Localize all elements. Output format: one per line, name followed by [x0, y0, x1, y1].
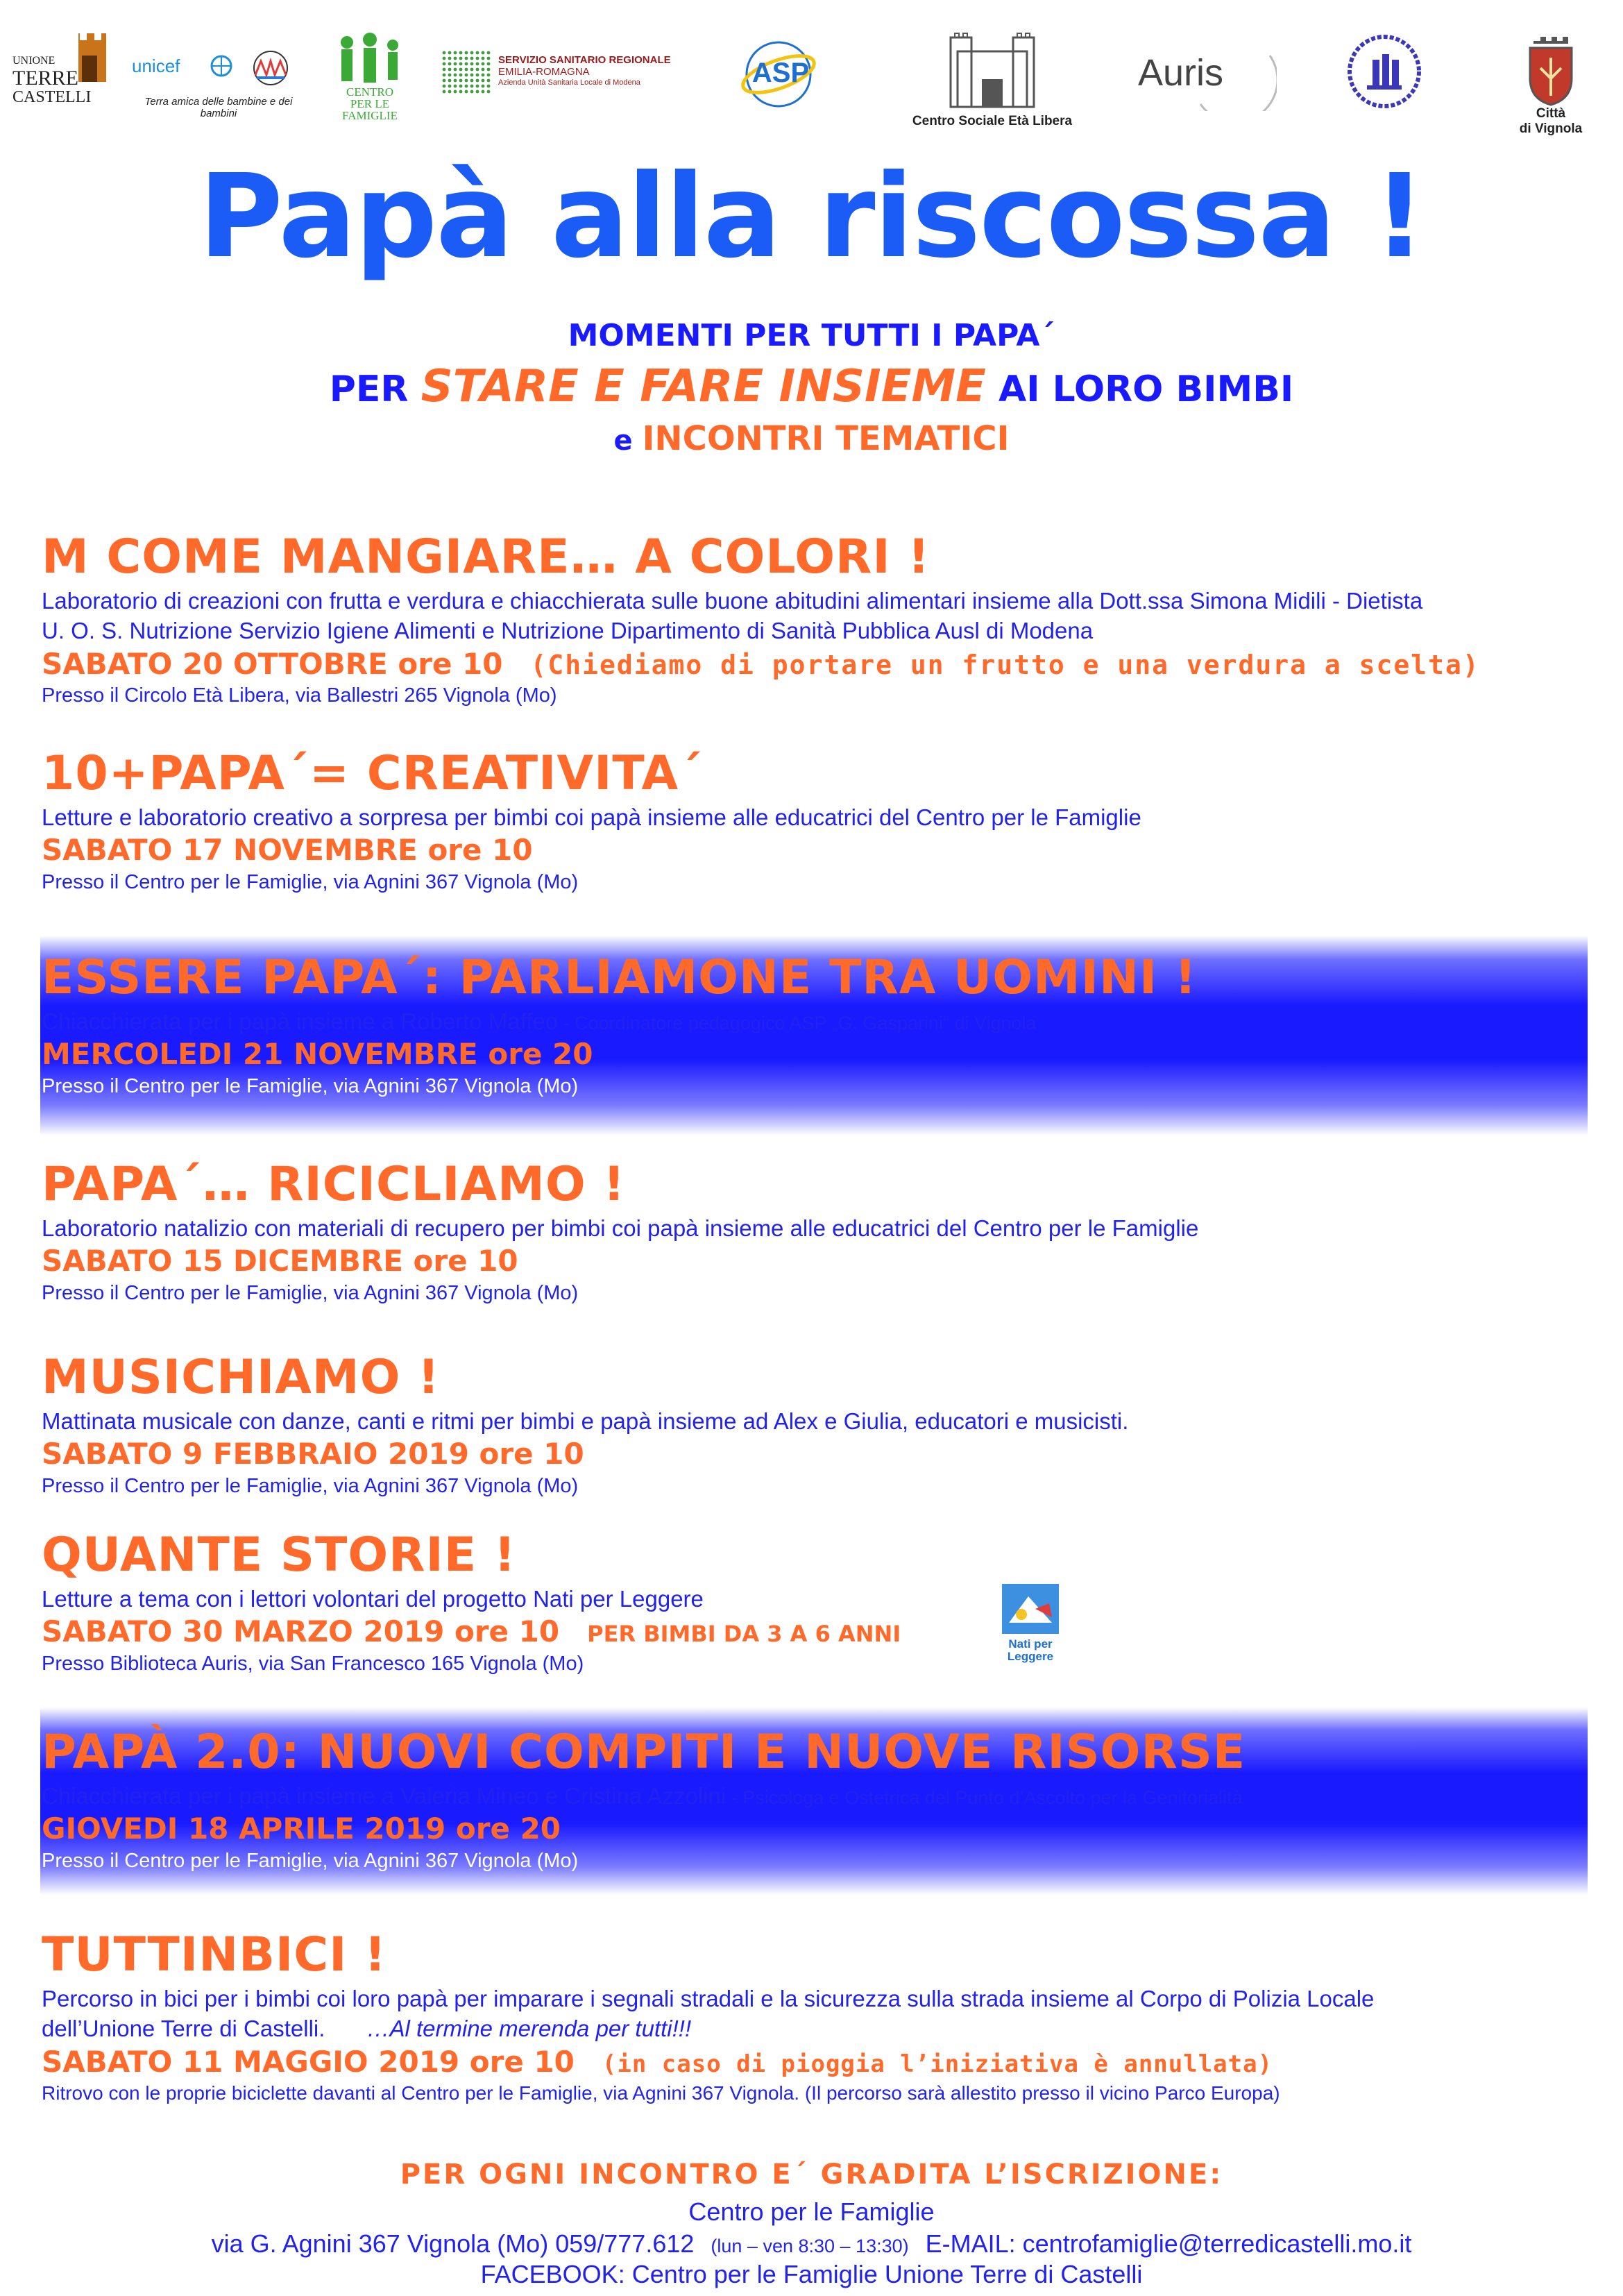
unione-line3: CASTELLI [12, 88, 92, 107]
registration-note: PER OGNI INCONTRO E´ GRADITA L’ISCRIZIONE: [400, 2159, 1223, 2191]
subtitle-incontri: INCONTRI TEMATICI [642, 419, 1010, 458]
castle-icon [944, 31, 1041, 114]
page-title: Papà alla riscossa ! [198, 150, 1425, 284]
event-title: MUSICHIAMO ! [42, 1350, 441, 1405]
event-description: Laboratorio natalizio con materiali di recupero per bimbi coi papà insieme alle educatrici del Centro per le Famiglie [42, 1215, 1199, 1241]
footer-contacts [0, 2229, 1623, 2259]
footer-facebook[interactable]: FACEBOOK: Centro per le Famiglie Unione Terre di Castelli [480, 2260, 1143, 2288]
logo-unicef [132, 42, 305, 118]
event-place: Presso il Centro per le Famiglie, via Agnini 367 Vignola (Mo) [42, 1281, 579, 1304]
unicef-text: unicef [132, 56, 180, 76]
event-essere-papa [42, 949, 1582, 1100]
event-note: (in caso di pioggia l’iniziativa è annullata) [602, 2050, 1273, 2078]
event-description-main: Chiacchierata per i papà insieme a Valeria Mineo e Cristina Azzolini [42, 1782, 726, 1809]
event-place: Ritrovo con le proprie biciclette davanti al Centro per le Famiglie, via Agnini 367 Vignola. (Il percorso sarà allestito presso il vicino Parco Europa) [42, 2082, 1280, 2104]
logo-asp [729, 31, 833, 121]
citta-line2: di Vignola [1519, 121, 1583, 136]
centro-famiglie-line2: PER LE [350, 97, 390, 110]
subtitle-text-1: MOMENTI PER TUTTI I PAPA´ [568, 318, 1055, 353]
footer-hours: (lun – ven 8:30 – 13:30) [711, 2236, 909, 2256]
event-date [42, 1614, 1582, 1651]
event-date-text: SABATO 20 OTTOBRE ore 10 [42, 646, 503, 681]
logo-citta-vignola [1506, 21, 1596, 146]
event-note: PER BIMBI DA 3 A 6 ANNI [587, 1621, 901, 1648]
unicef-caption: Terra amica delle bambine e dei bambini [144, 96, 293, 119]
subtitle-bimbi: AI LORO BIMBI [985, 369, 1294, 410]
event-description: Letture e laboratorio creativo a sorpresa per bimbi coi papà insieme alle educatrici del Centro per le Famiglie [42, 804, 1141, 830]
event-title: PAPA´… RICICLIAMO ! [42, 1157, 626, 1212]
event-place: Presso il Centro per le Famiglie, via Agnini 367 Vignola (Mo) [42, 1474, 579, 1497]
event-description-2 [42, 2014, 1582, 2044]
ssr-line1: SERVIZIO SANITARIO REGIONALE [498, 54, 671, 66]
event-place: Presso il Centro per le Famiglie, via Agnini 367 Vignola (Mo) [42, 870, 579, 893]
book-hands-icon [1001, 1582, 1060, 1635]
event-description: Laboratorio di creazioni con frutta e verdura e chiacchierata sulle buone abitudini alimentari insieme alla Dott.ssa Simona Midili - Dietista [42, 587, 1423, 614]
event-title: 10+PAPA´= CREATIVITA´ [42, 746, 704, 801]
dot-grid-icon [441, 50, 491, 94]
family-figures-icon [332, 31, 408, 86]
ssr-line2: EMILIA-ROMAGNA [498, 66, 590, 78]
event-mangiare [42, 529, 1582, 709]
citta-line1: Città [1536, 106, 1566, 121]
logo-auris [1138, 42, 1277, 111]
footer-email[interactable]: E-MAIL: centrofamiglie@terredicastelli.mo.it [925, 2229, 1412, 2258]
logo-circle-emblem [1346, 33, 1422, 110]
event-description-italic: …Al termine merenda per tutti!!! [366, 2016, 692, 2042]
subtitle-line-1 [0, 318, 1623, 353]
event-creativita [42, 745, 1582, 896]
badge-line1: Nati per [1008, 1637, 1053, 1651]
ssr-line3: Azienda Unità Sanitaria Locale di Modena [498, 78, 640, 87]
event-title: M COME MANGIARE… A COLORI ! [42, 530, 931, 584]
logo-unione-terre-castelli [12, 28, 117, 111]
event-date: SABATO 17 NOVEMBRE ore 10 [42, 833, 533, 868]
event-musichiamo [42, 1349, 1582, 1500]
globe-icon [210, 54, 233, 78]
event-description: Letture a tema con i lettori volontari del progetto Nati per Leggere [42, 1585, 704, 1612]
event-description [42, 1781, 1582, 1812]
logo-centro-famiglie [332, 31, 408, 121]
event-tuttinbici [42, 1927, 1582, 2107]
event-date [42, 646, 1582, 683]
event-description-plain: dell’Unione Terre di Castelli. [42, 2016, 325, 2042]
event-place: Presso il Centro per le Famiglie, via Agnini 367 Vignola (Mo) [42, 1849, 579, 1872]
subtitle-line-3 [0, 419, 1623, 458]
subtitle-line-2 [0, 361, 1623, 412]
event-description-small: - Psicologa e Ostetrica del Punto d’Ascolto per la Genitorialità [726, 1787, 1243, 1808]
logo-centro-sociale [888, 21, 1096, 139]
footer-center-name: Centro per le Famiglie [688, 2197, 935, 2226]
event-papa-2-0 [42, 1724, 1582, 1875]
event-date [42, 2044, 1582, 2081]
badge-line2: Leggere [1007, 1649, 1054, 1663]
event-date: SABATO 15 DICEMBRE ore 10 [42, 1244, 518, 1278]
event-description-main: Chiacchierata per i papà insieme a Roberto Maffeo [42, 1008, 559, 1034]
logo-servizio-sanitario-regionale [441, 50, 691, 99]
event-title: TUTTINBICI ! [42, 1927, 387, 1982]
event-title: QUANTE STORIE ! [42, 1528, 516, 1582]
children-circle-icon [243, 47, 298, 89]
subtitle-e: e [613, 425, 643, 457]
nati-per-leggere-badge [999, 1582, 1062, 1666]
event-title: ESSERE PAPA´: PARLIAMONE TRA UOMINI ! [42, 950, 1197, 1005]
event-date: GIOVEDI 18 APRILE 2019 ore 20 [42, 1812, 561, 1846]
event-place: Presso Biblioteca Auris, via San Francesco 165 Vignola (Mo) [42, 1652, 584, 1675]
event-date-text: SABATO 30 MARZO 2019 ore 10 [42, 1614, 560, 1649]
event-description-2: U. O. S. Nutrizione Servizio Igiene Alimenti e Nutrizione Dipartimento di Sanità Pubblica Ausl di Modena [42, 618, 1094, 644]
centro-sociale-text: Centro Sociale Età Libera [912, 114, 1073, 128]
unione-line1: UNIONE [12, 55, 56, 67]
event-description-small: - Coordinatore pedagogico ASP „G. Gasparini“ di Vignola [558, 1012, 1037, 1033]
event-date-text: SABATO 11 MAGGIO 2019 ore 10 [42, 2044, 575, 2079]
emblem-icon [1346, 33, 1422, 110]
subtitle-highlight: STARE E FARE INSIEME [420, 361, 986, 412]
centro-famiglie-line1: CENTRO [346, 85, 393, 99]
event-description: Mattinata musicale con danze, canti e ritmi per bimbi e papà insieme ad Alex e Giulia, educatori e musicisti. [42, 1408, 1129, 1434]
centro-famiglie-line3: FAMIGLIE [342, 109, 398, 122]
event-place: Presso il Centro per le Famiglie, via Agnini 367 Vignola (Mo) [42, 1074, 579, 1097]
subtitle-per: PER [329, 369, 421, 410]
event-description: Percorso in bici per i bimbi coi loro papà per imparare i segnali stradali e la sicurezza sulla strada insieme al Corpo di Polizia Locale [42, 1985, 1375, 2011]
event-date: MERCOLEDI 21 NOVEMBRE ore 20 [42, 1037, 593, 1072]
footer-address: via G. Agnini 367 Vignola (Mo) 059/777.612 [211, 2229, 695, 2258]
coat-of-arms-icon [1520, 30, 1582, 106]
event-quante-storie [42, 1527, 1582, 1678]
event-description [42, 1006, 1582, 1037]
event-note: (Chiediamo di portare un frutto e una verdura a scelta) [530, 649, 1480, 680]
unione-line2: TERRE [12, 66, 78, 90]
asp-text: ASP [751, 58, 810, 88]
event-ricicliamo [42, 1156, 1582, 1307]
event-date: SABATO 9 FEBBRAIO 2019 ore 10 [42, 1437, 584, 1471]
auris-text: Auris [1138, 52, 1224, 94]
event-place: Presso il Circolo Età Libera, via Ballestri 265 Vignola (Mo) [42, 684, 557, 707]
event-title: PAPÀ 2.0: NUOVI COMPITI E NUOVE RISORSE [42, 1725, 1246, 1780]
